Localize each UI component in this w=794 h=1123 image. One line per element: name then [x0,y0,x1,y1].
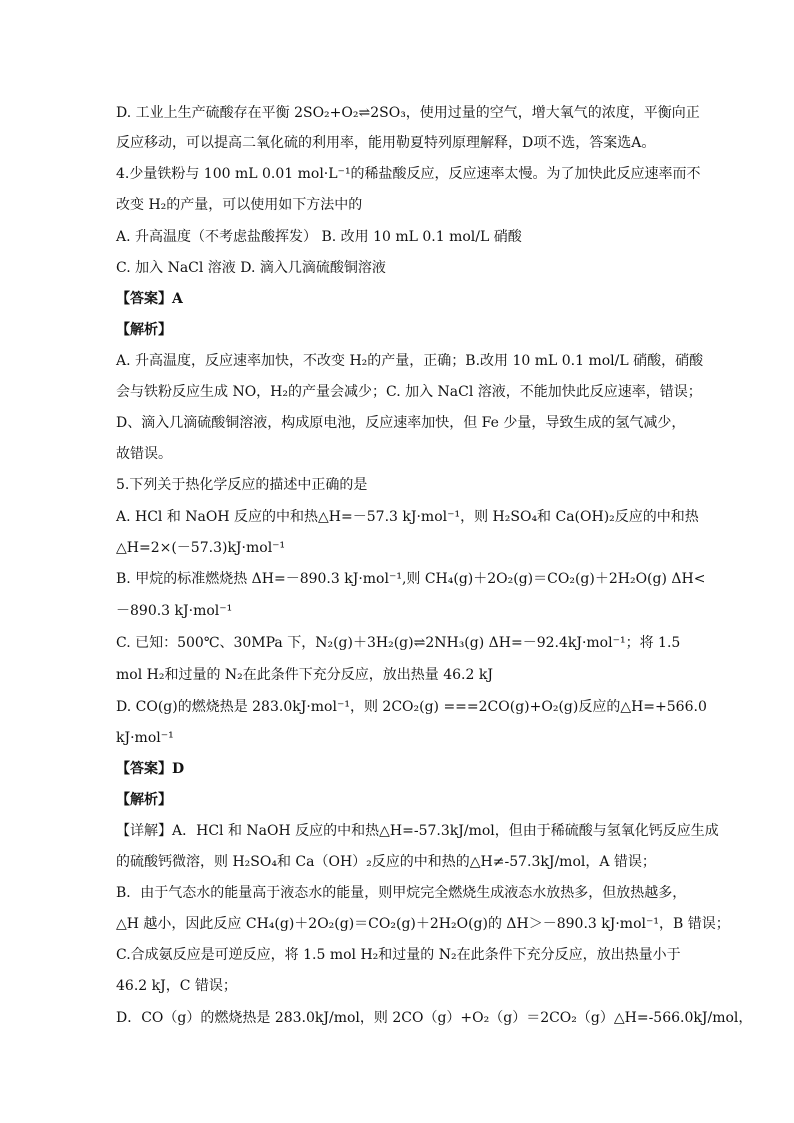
text-line: 反应移动，可以提高二氧化硫的利用率，能用勒夏特列原理解释，D项不选，答案选A。 [116,135,656,151]
text-line: 【详解】A．HCl 和 NaOH 反应的中和热△H=-57.3kJ/mol，但由于稀硫酸与氢氧化钙反应生成 [116,823,719,839]
analysis-heading: 【解析】 [116,792,172,808]
text-line: B. 甲烷的标准燃烧热 ΔH=－890.3 kJ·mol⁻¹,则 CH₄(g)＋2O₂(g)＝CO₂(g)＋2H₂O(g) ΔH< [116,571,706,587]
text-line: D. 工业上生产硫酸存在平衡 2SO₂+O₂⇌2SO₃，使用过量的空气，增大氧气的浓度，平衡向正 [116,105,700,121]
text-line: C. 已知：500℃、30MPa 下，N₂(g)＋3H₂(g)⇌2NH₃(g) ΔH=－92.4kJ·mol⁻¹；将 1.5 [116,635,681,651]
text-line: kJ·mol⁻¹ [116,730,174,746]
text-line: A. 升高温度（不考虑盐酸挥发） B. 改用 10 mL 0.1 mol/L 硝酸 [116,229,522,245]
text-line: A. HCl 和 NaOH 反应的中和热△H=－57.3 kJ·mol⁻¹，则 H₂SO₄和 Ca(OH)₂反应的中和热 [116,509,699,525]
text-line: B．由于气态水的能量高于液态水的能量，则甲烷完全燃烧生成液态水放热多，但放热越多， [116,885,687,901]
text-line: A. 升高温度，反应速率加快，不改变 H₂的产量，正确；B.改用 10 mL 0.1 mol/L 硝酸，硝酸 [116,353,704,369]
text-line: △H 越小，因此反应 CH₄(g)＋2O₂(g)＝CO₂(g)＋2H₂O(g)的 ΔH＞－890.3 kJ·mol⁻¹，B 错误； [116,916,730,932]
text-line: 会与铁粉反应生成 NO，H₂的产量会减少；C. 加入 NaCl 溶液，不能加快此反应速率，错误； [116,384,702,400]
text-line: D、滴入几滴硫酸铜溶液，构成原电池，反应速率加快，但 Fe 少量，导致生成的氢气减少， [116,415,686,431]
text-line: C.合成氨反应是可逆反应，将 1.5 mol H₂和过量的 N₂在此条件下充分反应，放出热量小于 [116,947,681,963]
analysis-heading: 【解析】 [116,322,172,338]
text-line: 4.少量铁粉与 100 mL 0.01 mol·L⁻¹的稀盐酸反应，反应速率太慢。为了加快此反应速率而不 [116,166,701,182]
text-line: －890.3 kJ·mol⁻¹ [116,603,233,619]
question-5: 5.下列关于热化学反应的描述中正确的是 [116,477,368,493]
answer-heading: 【答案】D [116,761,185,777]
text-line: D．CO（g）的燃烧热是 283.0kJ/mol，则 2CO（g）+O₂（g）＝2CO₂（g）△H=-566.0kJ/mol， [116,1010,753,1026]
text-line: mol H₂和过量的 N₂在此条件下充分反应，放出热量 46.2 kJ [116,667,493,683]
text-line: 改变 H₂的产量，可以使用如下方法中的 [116,197,363,213]
text-line: C. 加入 NaCl 溶液 D. 滴入几滴硫酸铜溶液 [116,260,386,276]
text-line: 的硫酸钙微溶，则 H₂SO₄和 Ca（OH）₂反应的中和热的△H≠-57.3kJ/mol，A 错误； [116,854,656,870]
text-line: D. CO(g)的燃烧热是 283.0kJ·mol⁻¹，则 2CO₂(g) ===2CO(g)+O₂(g)反应的△H=+566.0 [116,699,707,715]
text-line: 46.2 kJ，C 错误； [116,978,237,994]
text-line: 故错误。 [116,446,172,462]
answer-heading: 【答案】A [116,291,183,307]
text-line: △H=2×(－57.3)kJ·mol⁻¹ [116,540,286,556]
